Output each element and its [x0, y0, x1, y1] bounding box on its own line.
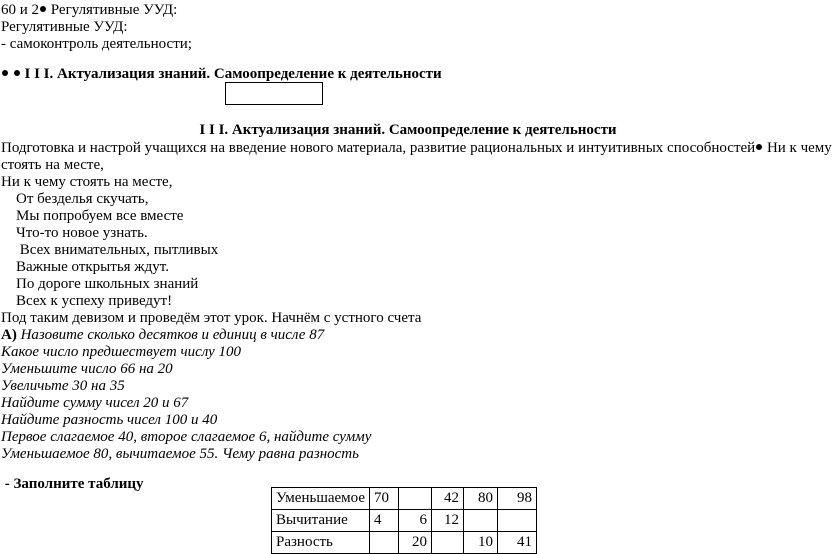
table-cell: 20 — [399, 532, 432, 554]
header-line-2: Регулятивные УУД: — [1, 19, 128, 35]
table-cell — [370, 532, 399, 554]
table-cell: 98 — [498, 488, 537, 510]
table-cell: Уменьшаемое — [272, 488, 370, 510]
task-line: Первое слагаемое 40, второе слагаемое 6, найдите сумму — [1, 429, 372, 445]
task-line: Увеличьте 30 на 35 — [1, 378, 125, 394]
table-cell: 4 — [370, 510, 399, 532]
table-row — [272, 488, 537, 510]
table-heading: - Заполните таблицу — [1, 476, 144, 492]
table-cell — [464, 510, 498, 532]
table-cell: Вычитание — [272, 510, 370, 532]
task-label: А) — [1, 327, 17, 343]
task-line: Уменьшаемое 80, вычитаемое 55. Чему равна разность — [1, 446, 359, 462]
poem-line: Что-то новое узнать. — [16, 225, 148, 241]
table-cell: 42 — [432, 488, 464, 510]
bullet-icon — [2, 70, 8, 76]
intro-text-cont: Ни к чему — [763, 140, 832, 156]
section-heading-text: I I I. Актуализация знаний. Самоопределение к деятельности — [24, 66, 442, 82]
empty-frame — [225, 82, 323, 105]
table-cell: Разность — [272, 532, 370, 554]
bullet-icon — [40, 6, 46, 12]
table-cell: 12 — [432, 510, 464, 532]
section-heading-centered: I I I. Актуализация знаний. Самоопределение к деятельности — [199, 122, 617, 138]
table-cell: 6 — [399, 510, 432, 532]
header-line-1-suffix: Регулятивные УУД: — [47, 2, 178, 18]
intro-text: Подготовка и настрой учащихся на введение нового материала, развитие рациональных и интуитивных способностей — [1, 140, 756, 156]
table-row — [272, 510, 537, 532]
task-line — [1, 327, 324, 344]
poem-line: По дороге школьных знаний — [16, 276, 199, 292]
task-line: Уменьшите число 66 на 20 — [1, 361, 173, 377]
intro-line-2: стоять на месте, — [1, 157, 104, 173]
poem-line: Всех внимательных, пытливых — [16, 242, 219, 258]
poem-line: Мы попробуем все вместе — [16, 208, 184, 224]
header-line-3: - самоконтроль деятельности; — [1, 36, 192, 52]
motto-line: Под таким девизом и проведём этот урок. Начнём с устного счета — [1, 310, 422, 326]
header-line-1 — [1, 2, 177, 19]
table-cell: 41 — [498, 532, 537, 554]
table-cell: 80 — [464, 488, 498, 510]
table-row — [272, 532, 537, 554]
section-heading — [1, 66, 442, 83]
intro-line-1 — [1, 140, 832, 157]
table-cell: 70 — [370, 488, 399, 510]
task-text: Назовите сколько десятков и единиц в числе 87 — [16, 327, 325, 343]
table-cell: 10 — [464, 532, 498, 554]
table-cell — [498, 510, 537, 532]
task-line: Найдите разность чисел 100 и 40 — [1, 412, 218, 428]
task-line: Найдите сумму чисел 20 и 67 — [1, 395, 189, 411]
header-line-1-prefix: 60 и 2 — [1, 2, 40, 18]
bullet-icon — [14, 70, 20, 76]
table-cell — [399, 488, 432, 510]
fill-table — [271, 487, 537, 554]
poem-line: Всех к успеху приведут! — [16, 293, 173, 309]
poem-line: Ни к чему стоять на месте, — [1, 174, 173, 190]
bullet-icon — [756, 144, 762, 150]
task-line: Какое число предшествует числу 100 — [1, 344, 242, 360]
table-cell — [432, 532, 464, 554]
poem-line: От безделья скучать, — [16, 191, 149, 207]
poem-line: Важные открытья ждут. — [16, 259, 169, 275]
